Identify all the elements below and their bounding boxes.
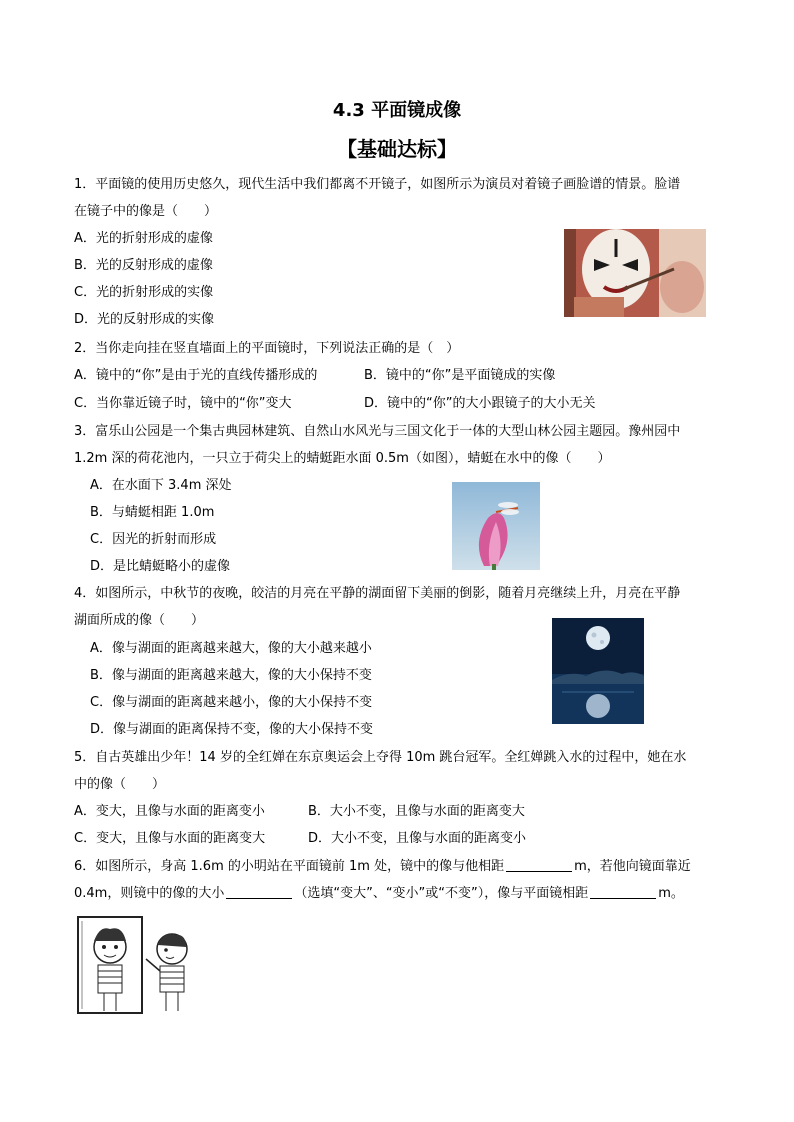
q6-line2-text-c: m。 [658,886,684,901]
q5-stem-line2: 中的像（ ） [74,777,166,792]
q2-option-c: C．当你靠近镜子时，镜中的“你”变大 [74,396,292,411]
q1-option-b: B．光的反射形成的虚像 [74,258,213,273]
q4-option-b: B．像与湖面的距离越来越大，像的大小保持不变 [90,668,372,683]
q1-option-c: C．光的折射形成的实像 [74,285,214,300]
q6-blank-1[interactable] [506,858,572,872]
q2-option-d: D．镜中的“你”的大小跟镜子的大小无关 [364,396,596,411]
q6-line2 [74,885,684,903]
q3-option-b: B．与蜻蜓相距 1.0m [90,505,215,520]
q2-option-a: A．镜中的“你”是由于光的直线传播形成的 [74,368,318,383]
q6-line2-text-b: （选填“变大”、“变小”或“不变”），像与平面镜相距 [294,886,589,901]
q1-stem-line2: 在镜子中的像是（ ） [74,204,218,219]
q4-option-c: C．像与湖面的距离越来越小，像的大小保持不变 [90,695,373,710]
boy-mirror-drawing [74,913,204,1019]
q4-stem-line2: 湖面所成的像（ ） [74,613,205,628]
q2-stem: 2．当你走向挂在竖直墙面上的平面镜时，下列说法正确的是（ ） [74,341,460,356]
q3-option-a: A．在水面下 3.4m 深处 [90,478,232,493]
q6-blank-2[interactable] [226,885,292,899]
q6-line2-text-a: 0.4m，则镜中的像的大小 [74,886,225,901]
page-title: 4.3 平面镜成像 [332,100,462,121]
q6-line1-text-a: 6．如图所示，身高 1.6m 的小明站在平面镜前 1m 处，镜中的像与他相距 [74,859,505,874]
q6-line1-text-b: m，若他向镜面靠近 [574,859,691,874]
q4-option-d: D．像与湖面的距离保持不变，像的大小保持不变 [90,722,374,737]
q1-option-a: A．光的折射形成的虚像 [74,231,213,246]
q5-option-b: B．大小不变，且像与水面的距离变大 [308,804,525,819]
q5-stem-line1: 5．自古英雄出少年！14 岁的全红婵在东京奥运会上夺得 10m 跳台冠军。全红婵跳入水的过程中，她在水 [74,750,687,765]
q2-option-b: B．镜中的“你”是平面镜成的实像 [364,368,556,383]
q3-stem-line1: 3．富乐山公园是一个集古典园林建筑、自然山水风光与三国文化于一体的大型山林公园主题园。豫州园中 [74,424,681,439]
dragonfly-lotus-photo [452,482,540,570]
q5-option-d: D．大小不变，且像与水面的距离变小 [308,831,527,846]
q1-stem-line1: 1．平面镜的使用历史悠久，现代生活中我们都离不开镜子，如图所示为演员对着镜子画脸谱的情景。脸谱 [74,177,681,192]
q4-option-a: A．像与湖面的距离越来越大，像的大小越来越小 [90,641,372,656]
q3-stem-line2: 1.2m 深的荷花池内，一只立于荷尖上的蜻蜓距水面 0.5m（如图），蜻蜓在水中的像（ ） [74,451,611,466]
q5-option-a: A．变大，且像与水面的距离变小 [74,804,265,819]
mask-painting-photo [564,229,706,317]
q3-option-d: D．是比蜻蜓略小的虚像 [90,559,231,574]
q1-option-d: D．光的反射形成的实像 [74,312,215,327]
moon-lake-photo [552,618,644,724]
section-heading: 【基础达标】 [337,137,457,161]
q6-blank-3[interactable] [590,885,656,899]
q6-line1 [74,858,691,876]
q5-option-c: C．变大，且像与水面的距离变大 [74,831,266,846]
q4-stem-line1: 4．如图所示，中秋节的夜晚，皎洁的月亮在平静的湖面留下美丽的倒影，随着月亮继续上升，月亮在平静 [74,586,681,601]
q3-option-c: C．因光的折射而形成 [90,532,217,547]
